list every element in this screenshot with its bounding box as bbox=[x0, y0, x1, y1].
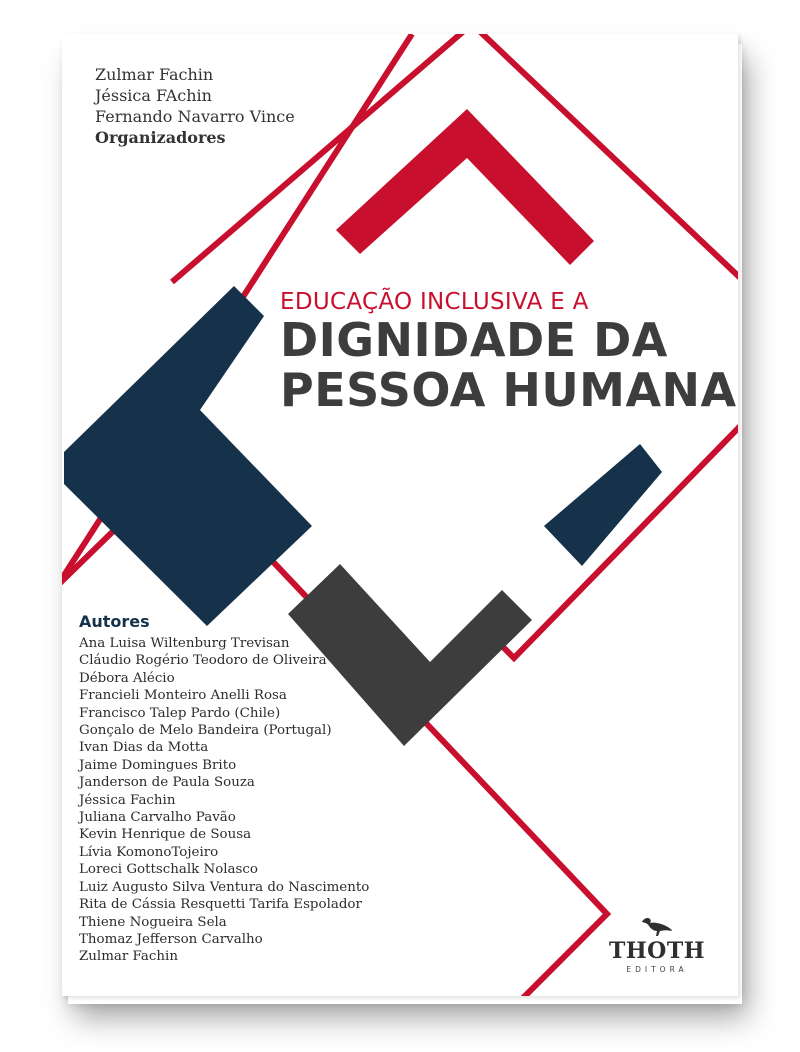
author-name: Thomaz Jefferson Carvalho bbox=[79, 931, 263, 947]
author-name: Loreci Gottschalk Nolasco bbox=[79, 862, 258, 878]
navy-chevron-shape bbox=[64, 286, 312, 626]
author-name: Zulmar Fachin bbox=[79, 949, 178, 965]
authors-list bbox=[79, 635, 369, 966]
publisher-tagline: EDITORA bbox=[626, 965, 688, 974]
authors-heading: Autores bbox=[79, 612, 150, 631]
organizer-name: Zulmar Fachin bbox=[95, 65, 214, 84]
organizers-block bbox=[95, 64, 295, 148]
book-title bbox=[280, 289, 737, 415]
publisher-logo bbox=[602, 914, 712, 974]
author-name: Ana Luisa Wiltenburg Trevisan bbox=[79, 636, 290, 651]
author-name: Jaime Domingues Brito bbox=[79, 757, 237, 773]
author-name: Thiene Nogueira Sela bbox=[79, 914, 227, 930]
title-subtitle: EDUCAÇÃO INCLUSIVA E A bbox=[280, 289, 589, 315]
author-name: Ivan Dias da Motta bbox=[79, 740, 209, 756]
publisher-name: THOTH bbox=[609, 938, 705, 964]
title-line-1: DIGNIDADE DA bbox=[280, 313, 668, 367]
ibis-bird-icon bbox=[640, 914, 674, 940]
author-name: Gonçalo de Melo Bandeira (Portugal) bbox=[79, 723, 332, 739]
author-name: Cláudio Rogério Teodoro de Oliveira bbox=[79, 653, 327, 669]
organizers-label: Organizadores bbox=[95, 128, 226, 147]
author-name: Kevin Henrique de Sousa bbox=[79, 827, 252, 843]
author-name: Rita de Cássia Resquetti Tarifa Espolador bbox=[79, 897, 362, 913]
author-name: Débora Alécio bbox=[79, 670, 175, 686]
book-cover bbox=[62, 34, 738, 996]
organizer-name: Jéssica FAchin bbox=[95, 86, 212, 105]
red-outline-right bbox=[502, 414, 738, 658]
title-line-2: PESSOA HUMANA bbox=[280, 363, 737, 417]
author-name: Juliana Carvalho Pavão bbox=[79, 810, 236, 826]
author-name: Francisco Talep Pardo (Chile) bbox=[79, 705, 281, 721]
organizer-name: Fernando Navarro Vince bbox=[95, 107, 295, 126]
author-name: Jéssica Fachin bbox=[79, 792, 176, 808]
author-name: Francieli Monteiro Anelli Rosa bbox=[79, 688, 287, 704]
red-chevron-shape bbox=[336, 109, 594, 265]
authors-block bbox=[79, 612, 369, 966]
navy-bar-shape bbox=[544, 444, 662, 566]
author-name: Janderson de Paula Souza bbox=[79, 775, 255, 791]
author-name: Luiz Augusto Silva Ventura do Nascimento bbox=[79, 879, 370, 895]
author-name: Lívia KomonoTojeiro bbox=[79, 844, 219, 860]
